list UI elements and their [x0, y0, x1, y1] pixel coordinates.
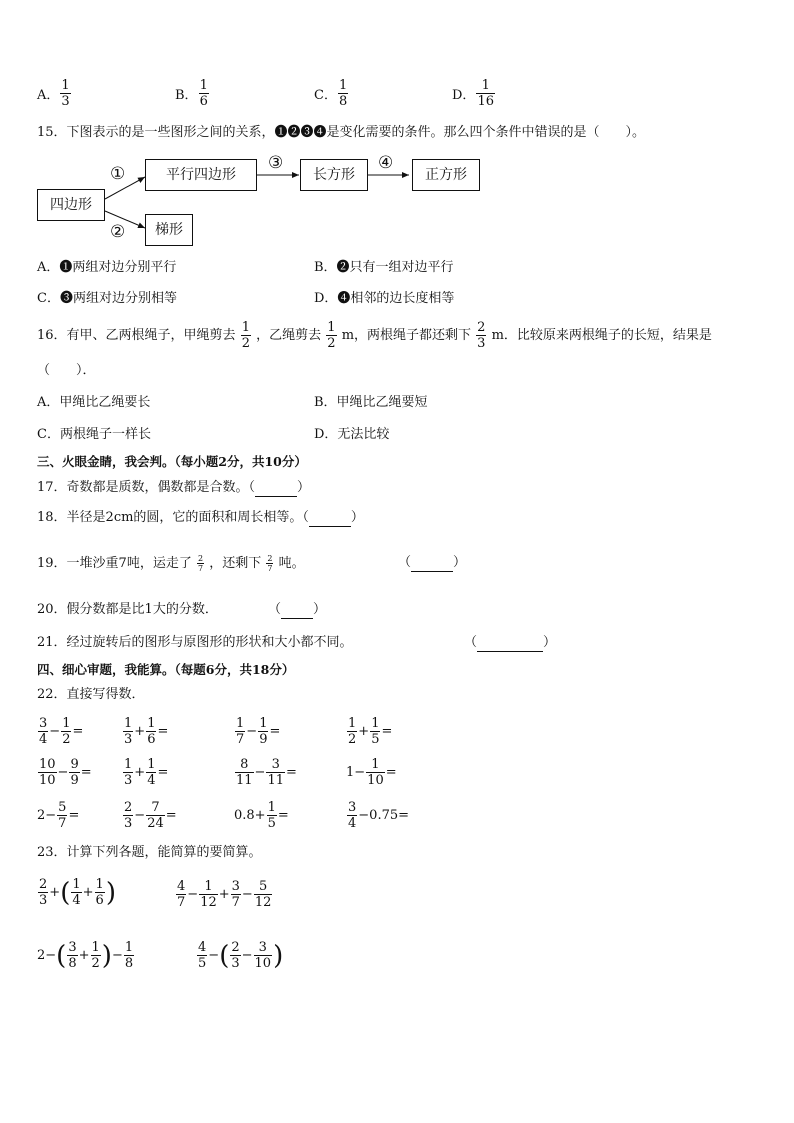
denominator: 2: [241, 336, 250, 351]
numerator: 7: [151, 800, 160, 815]
q20-close: ）: [313, 602, 327, 617]
denominator: 2: [91, 956, 100, 971]
fraction: [146, 716, 156, 747]
denominator: 2: [62, 732, 71, 747]
numerator: 5: [258, 879, 268, 894]
numerator: 3: [231, 879, 240, 894]
q21-open: （: [464, 635, 478, 650]
denominator: 3: [61, 94, 70, 109]
q18-answer-blank[interactable]: [309, 514, 351, 527]
operator: +: [218, 887, 230, 902]
fraction: [235, 716, 245, 747]
q16-part4: m．比较原来两根绳子的长短，结果是: [491, 328, 712, 343]
option-letter: D．: [452, 88, 476, 103]
fraction: [95, 877, 105, 908]
denominator: 2: [327, 336, 336, 351]
box-square: 正方形: [412, 159, 480, 191]
operator: +: [49, 885, 61, 900]
fraction: [258, 716, 268, 747]
denominator: 3: [124, 773, 133, 788]
expr-prefix: 2−: [37, 808, 57, 823]
q15-option-c[interactable]: C．❸两组对边分别相等: [37, 291, 177, 306]
q19-part1: 19．一堆沙重7吨，运走了: [37, 556, 192, 571]
numerator: 1: [371, 716, 380, 731]
denominator: 4: [39, 732, 48, 747]
numerator: 1: [147, 757, 156, 772]
operator: −: [208, 948, 220, 963]
box-trapezoid: 梯形: [145, 214, 193, 246]
fraction: [91, 940, 101, 971]
numerator: 2: [477, 320, 486, 335]
denominator: 7: [231, 895, 240, 910]
q22-item: [37, 757, 92, 788]
denominator: 6: [95, 893, 104, 908]
fraction: [176, 879, 186, 910]
fraction: [123, 716, 133, 747]
numerator: 1: [62, 716, 71, 731]
fraction: [123, 757, 133, 788]
fraction: [38, 877, 48, 908]
operator: −: [49, 724, 61, 739]
fraction: [146, 800, 165, 831]
fraction: [61, 716, 71, 747]
numerator: 1: [124, 757, 133, 772]
numerator: 1: [327, 320, 336, 335]
numerator: 2: [231, 940, 240, 955]
q20-answer: [268, 601, 326, 619]
right-paren: ): [101, 940, 112, 971]
numerator: 3: [68, 940, 77, 955]
numerator: 4: [177, 879, 186, 894]
equals: =: [381, 724, 393, 739]
operator: −: [241, 887, 253, 902]
denominator: 3: [124, 732, 133, 747]
numerator: 8: [240, 757, 249, 772]
operator: −: [111, 948, 123, 963]
box-rectangle: 长方形: [300, 159, 368, 191]
numerator: 1: [236, 716, 245, 731]
equals: =: [68, 808, 80, 823]
fraction: [146, 757, 156, 788]
denominator: 9: [259, 732, 268, 747]
fraction: [124, 940, 134, 971]
numerator: 3: [39, 716, 48, 731]
q20-open: （: [268, 602, 282, 617]
section-3-heading: 三、火眼金睛，我会判。（每小题2分，共10分）: [37, 454, 307, 469]
equals: =: [80, 765, 92, 780]
q16-part2: ，乙绳剪去: [256, 328, 322, 343]
numerator: 1: [124, 940, 134, 955]
equals: =: [277, 808, 289, 823]
option-letter: A．: [37, 88, 60, 103]
operator: −0.75=: [358, 808, 410, 823]
q20-text: 20．假分数都是比1大的分数．: [37, 602, 218, 617]
fraction: [231, 879, 241, 910]
numerator: 5: [58, 800, 67, 815]
q17-text: 17．奇数都是质数，偶数都是合数。（: [37, 480, 256, 495]
q17-close: ）: [297, 480, 311, 495]
fraction: [347, 800, 357, 831]
expr-prefix: 0.8+: [234, 808, 266, 823]
section-4-heading: 四、细心审题，我能算。（每题6分，共18分）: [37, 662, 295, 677]
operator: −: [57, 765, 69, 780]
q16-part1: 16．有甲、乙两根绳子，甲绳剪去: [37, 328, 236, 343]
operator: −: [246, 724, 258, 739]
numerator: 3: [271, 757, 280, 772]
q15-stem: 15．下图表示的是一些图形之间的关系，❶❷❸❹是变化需要的条件。那么四个条件中错误的是（ ）。: [37, 125, 646, 140]
option-fraction: [338, 78, 348, 109]
denominator: 3: [477, 336, 486, 351]
left-paren: (: [60, 877, 71, 908]
q23-expr-2: [175, 879, 273, 910]
denominator: 5: [267, 816, 276, 831]
q19: [37, 554, 305, 573]
numerator: 1: [91, 940, 100, 955]
fraction: [235, 757, 254, 788]
operator: −: [187, 887, 199, 902]
denominator: 5: [371, 732, 380, 747]
fraction: [366, 757, 385, 788]
q21-answer: [464, 634, 556, 652]
q22-item: [37, 800, 79, 831]
q19-answer-blank[interactable]: [411, 559, 453, 572]
denominator: 2: [348, 732, 357, 747]
numerator: 1: [147, 716, 156, 731]
condition-1: ①: [110, 164, 126, 184]
q21-text: 21．经过旋转后的图形与原图形的形状和大小都不同。: [37, 635, 353, 650]
q21-close: ）: [543, 635, 557, 650]
q19-part2: ，还剩下: [209, 556, 262, 571]
denominator: 10: [39, 773, 56, 788]
fraction: [254, 940, 273, 971]
q16-answer-paren[interactable]: （ ）．: [37, 363, 96, 378]
q23-expr-3: [37, 940, 135, 971]
denominator: 16: [477, 94, 494, 109]
operator: −: [241, 948, 253, 963]
q14-option-d[interactable]: [452, 78, 496, 109]
q16-option-c[interactable]: C．两根绳子一样长: [37, 427, 151, 442]
denominator: 6: [199, 94, 208, 109]
q22-item: [122, 800, 177, 831]
denominator: 12: [200, 895, 217, 910]
q19-frac-1: [197, 554, 204, 573]
option-letter: C．: [314, 88, 337, 103]
denominator: 5: [198, 956, 207, 971]
denominator: 8: [68, 956, 77, 971]
fraction: [71, 877, 81, 908]
q14-option-c[interactable]: [314, 78, 349, 109]
left-paren: (: [56, 940, 67, 971]
q15-option-b[interactable]: B．❷只有一组对边平行: [314, 260, 454, 275]
denominator: 7: [58, 816, 67, 831]
q17-answer-blank[interactable]: [255, 484, 297, 497]
option-fraction: [60, 78, 70, 109]
equals: =: [385, 765, 397, 780]
numerator: 2: [197, 554, 204, 563]
fraction: [267, 800, 277, 831]
q23-stem: 23．计算下列各题，能简算的要简算。: [37, 845, 262, 860]
denominator: 4: [348, 816, 357, 831]
q14-option-b[interactable]: [175, 78, 210, 109]
numerator: 2: [124, 800, 133, 815]
numerator: 2: [267, 554, 273, 563]
fraction: [266, 757, 285, 788]
fraction: [38, 716, 48, 747]
denominator: 8: [124, 956, 134, 971]
condition-4: ④: [378, 153, 394, 173]
q22-stem: 22．直接写得数．: [37, 687, 145, 702]
left-paren: (: [219, 940, 230, 971]
equals: =: [286, 765, 297, 780]
fraction: [123, 800, 133, 831]
q14-option-a[interactable]: [37, 78, 72, 109]
q16-option-a[interactable]: A．甲绳比乙绳要长: [37, 395, 151, 410]
numerator: 1: [338, 78, 348, 93]
q22-item: [122, 716, 168, 747]
denominator: 4: [72, 893, 81, 908]
fraction: [254, 879, 273, 910]
equals: =: [165, 808, 177, 823]
q18: [37, 509, 364, 527]
fraction: [69, 757, 79, 788]
q22-item: [122, 757, 168, 788]
right-paren: ): [105, 877, 116, 908]
q22-item: [234, 757, 297, 788]
option-fraction: [476, 78, 495, 109]
fraction: [370, 716, 380, 747]
denominator: 10: [367, 773, 384, 788]
q22-item: [346, 716, 392, 747]
denominator: 11: [267, 773, 284, 788]
numerator: 1: [241, 320, 250, 335]
right-paren: ): [273, 940, 284, 971]
q16-frac-1: [241, 320, 251, 351]
q18-close: ）: [350, 510, 364, 525]
q22-item: [37, 716, 83, 747]
numerator: 2: [39, 877, 48, 892]
q15-option-d[interactable]: D．❹相邻的边长度相等: [314, 291, 455, 306]
fraction: [230, 940, 240, 971]
fraction: [38, 757, 57, 788]
q19-answer: [398, 554, 466, 572]
operator: −: [254, 765, 266, 780]
denominator: 11: [236, 773, 253, 788]
q16-part3: m，两根绳子都还剩下: [341, 328, 472, 343]
numerator: 1: [371, 757, 380, 772]
numerator: 10: [39, 757, 56, 772]
denominator: 3: [124, 816, 133, 831]
numerator: 1: [72, 877, 81, 892]
expr-prefix: 2−: [37, 948, 57, 963]
numerator: 4: [198, 940, 207, 955]
q16-frac-3: [476, 320, 486, 351]
denominator: 9: [70, 773, 79, 788]
numerator: 1: [95, 877, 104, 892]
numerator: 9: [70, 757, 79, 772]
numerator: 1: [481, 78, 490, 93]
operator: −: [134, 808, 146, 823]
equals: =: [157, 724, 169, 739]
fraction: [197, 940, 207, 971]
q22-item: [346, 757, 397, 788]
q21-answer-blank[interactable]: [477, 639, 543, 652]
q22-item: [346, 800, 409, 831]
operator: +: [78, 948, 90, 963]
denominator: 24: [147, 816, 164, 831]
q22-item: [234, 716, 280, 747]
condition-2: ②: [110, 222, 126, 242]
q19-part3: 吨。: [278, 556, 305, 571]
q22-item: [234, 800, 289, 831]
operator: +: [134, 724, 146, 739]
numerator: 3: [348, 800, 357, 815]
q15-option-a[interactable]: A．❶两组对边分别平行: [37, 260, 177, 275]
operator: +: [82, 885, 94, 900]
denominator: 3: [231, 956, 240, 971]
box-quadrilateral: 四边形: [37, 189, 105, 221]
fraction: [347, 716, 357, 747]
denominator: 7: [236, 732, 245, 747]
fraction: [67, 940, 77, 971]
denominator: 6: [147, 732, 156, 747]
equals: =: [269, 724, 281, 739]
equals: =: [157, 765, 169, 780]
q19-close: ）: [453, 555, 467, 570]
numerator: 1: [204, 879, 213, 894]
q19-frac-2: [266, 554, 273, 573]
q16-frac-2: [326, 320, 336, 351]
option-fraction: [199, 78, 209, 109]
numerator: 1: [259, 716, 268, 731]
denominator: 10: [254, 956, 272, 971]
q18-text: 18．半径是2cm的圆，它的面积和周长相等。（: [37, 510, 309, 525]
q19-open: （: [398, 555, 412, 570]
operator: +: [134, 765, 146, 780]
denominator: 3: [39, 893, 48, 908]
expr-prefix: 1−: [346, 765, 366, 780]
q23-expr-1: [37, 877, 116, 908]
q23-expr-4: [196, 940, 283, 971]
numerator: 1: [124, 716, 133, 731]
q20-answer-blank[interactable]: [281, 606, 313, 619]
numerator: 1: [267, 800, 276, 815]
numerator: 1: [348, 716, 357, 731]
numerator: 1: [61, 78, 70, 93]
denominator: 4: [147, 773, 156, 788]
operator: +: [358, 724, 370, 739]
denominator: 7: [177, 895, 186, 910]
denominator: 12: [254, 895, 272, 910]
q16-stem: [37, 320, 712, 351]
option-letter: B．: [175, 88, 198, 103]
denominator: 7: [197, 564, 204, 573]
condition-3: ③: [268, 153, 284, 173]
fraction: [199, 879, 218, 910]
equals: =: [72, 724, 84, 739]
denominator: 8: [338, 94, 348, 109]
denominator: 7: [267, 564, 273, 573]
box-parallelogram: 平行四边形: [145, 159, 257, 191]
q16-option-d[interactable]: D．无法比较: [314, 427, 390, 442]
numerator: 3: [258, 940, 267, 955]
fraction: [57, 800, 67, 831]
numerator: 1: [199, 78, 208, 93]
q16-option-b[interactable]: B．甲绳比乙绳要短: [314, 395, 428, 410]
q17: [37, 479, 310, 497]
